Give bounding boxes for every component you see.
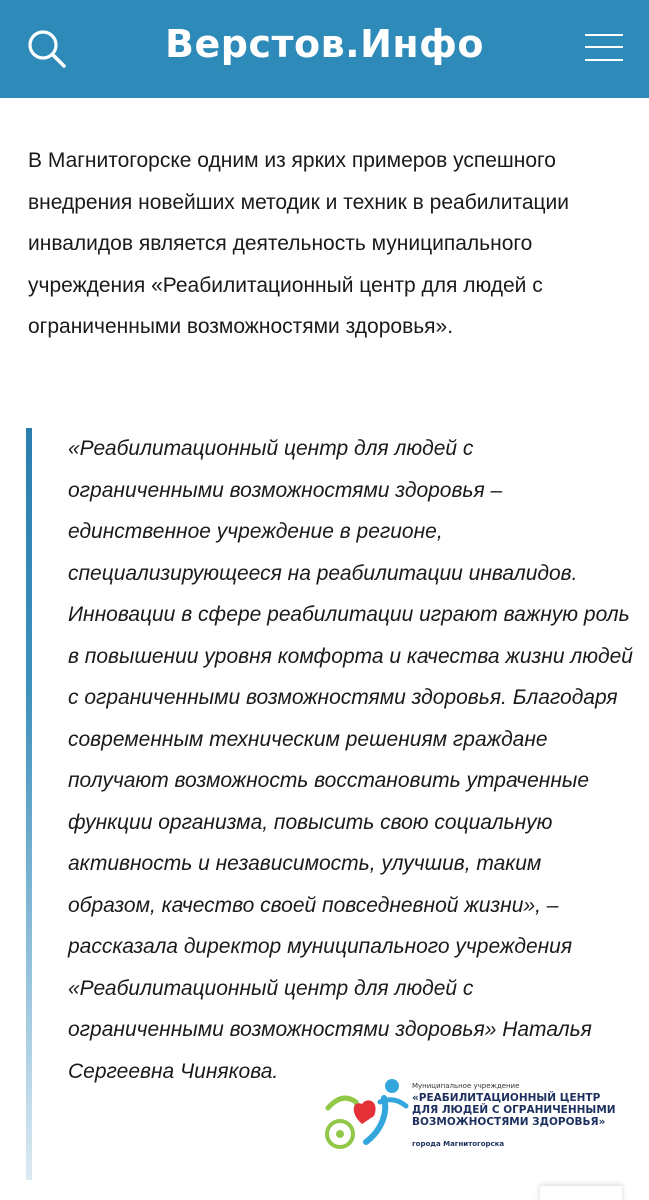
blockquote-bar: [26, 428, 32, 1180]
hamburger-menu-icon: [585, 59, 623, 61]
rehab-center-logo-icon: [322, 1072, 414, 1160]
hamburger-menu-icon: [585, 46, 623, 48]
menu-button[interactable]: [585, 32, 625, 64]
blockquote-text: «Реабилитационный центр для людей с ограниченными возможностями здоровья – единственное учреждение в регионе, специализирующееся на реабилитации инвалидов. Инновации в сфере реабилитации играют важную роль в повышении уровня комфорта и качества жизни людей с ограниченными возможностями здоровья. Благодаря современным техническим решениям граждане получают возможность восстановить утраченные функции организма, повысить свою социальную активность и независимость, улучшив, таким образом, качество своей повседневной жизни», – рассказала директор муниципального учреждения «Реабилитационный центр для людей с ограниченными возможностями здоровья» Наталья Сергеевна Чинякова.: [68, 437, 633, 1083]
stamp-org-type: Муниципальное учреждение: [412, 1082, 520, 1090]
intro-paragraph: В Магнитогорске одним из ярких примеров успешного внедрения новейших методик и техник в реабилитации инвалидов является деятельность муниципального учреждения «Реабилитационный центр для людей с ограниченными возможностями здоровья».: [28, 149, 569, 338]
site-header: [0, 0, 649, 98]
stamp-org-city: города Магнитогорска: [412, 1140, 505, 1148]
hamburger-menu-icon: [585, 34, 623, 36]
floating-card-edge: [540, 1186, 622, 1200]
organization-stamp: [322, 1072, 622, 1160]
site-logo[interactable]: Верстов.Инфо: [165, 22, 484, 66]
stamp-org-name: «РЕАБИЛИТАЦИОННЫЙ ЦЕНТР ДЛЯ ЛЮДЕЙ С ОГРАНИЧЕННЫМИ ВОЗМОЖНОСТЯМИ ЗДОРОВЬЯ»: [412, 1092, 616, 1128]
